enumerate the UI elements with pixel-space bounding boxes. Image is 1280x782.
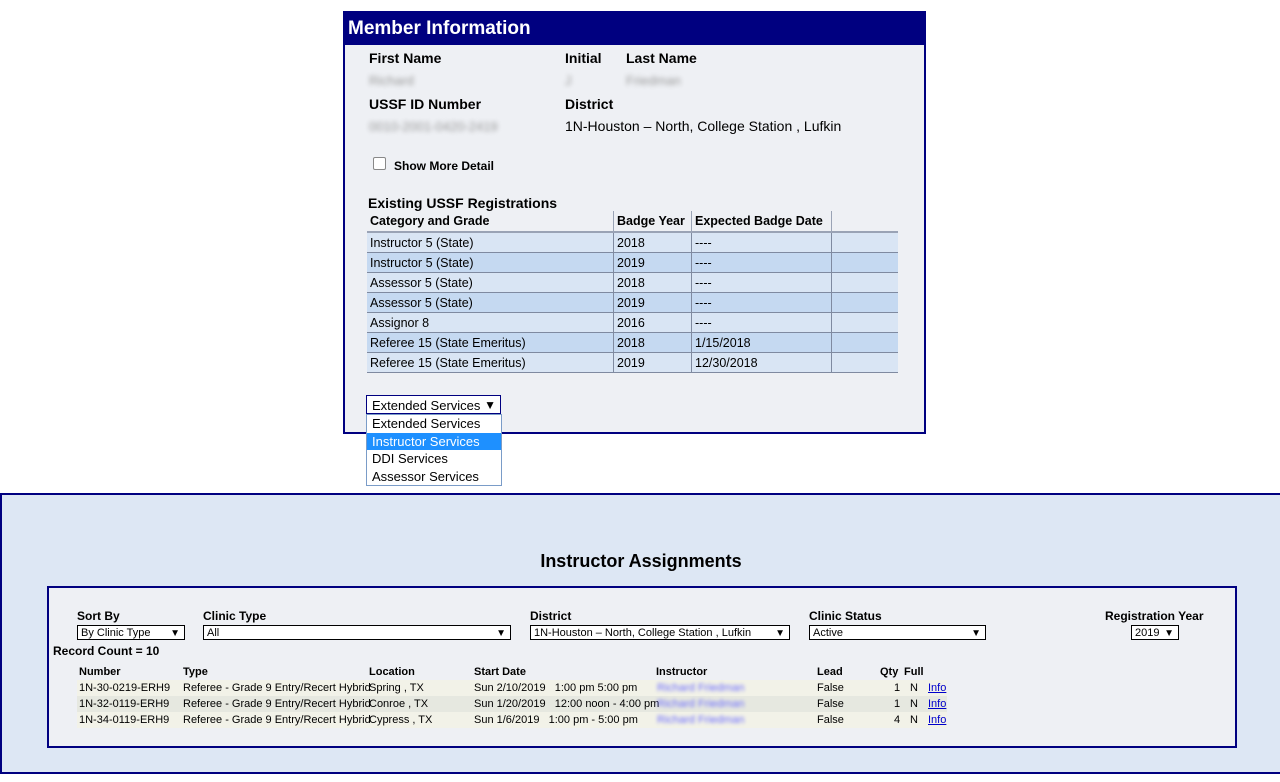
table-row (77, 712, 947, 728)
chevron-down-icon: ▼ (1164, 628, 1174, 639)
chevron-down-icon: ▼ (775, 628, 785, 639)
cell-badge-year: 2019 (614, 253, 692, 273)
cell-expected-date: ---- (692, 273, 832, 293)
instructor-assignments-section (0, 493, 1280, 774)
services-option-extended[interactable]: Extended Services (372, 416, 481, 431)
col-type: Type (183, 666, 208, 678)
cell-type: Referee - Grade 9 Entry/Recert Hybrid (183, 714, 371, 726)
cell-location: Cypress , TX (369, 714, 433, 726)
clinic-status-label: Clinic Status (809, 609, 882, 623)
cell-empty (832, 333, 899, 353)
initial-value: J (565, 73, 572, 88)
cell-category: Assessor 5 (State) (367, 273, 614, 293)
col-empty (832, 211, 899, 232)
district-value: 1N-Houston – North, College Station , Lufkin (565, 118, 842, 134)
assignments-panel (47, 586, 1237, 748)
clinic-type-select[interactable] (203, 625, 511, 640)
cell-badge-year: 2019 (614, 293, 692, 313)
cell-lead: False (817, 682, 844, 694)
cell-start-date: Sun 1/6/2019 1:00 pm - 5:00 pm (474, 714, 638, 726)
clinic-status-value: Active (813, 627, 843, 639)
clinic-type-label: Clinic Type (203, 609, 267, 623)
info-link[interactable]: Info (928, 714, 947, 726)
show-more-detail[interactable] (373, 159, 494, 173)
cell-expected-date: ---- (692, 293, 832, 313)
cell-lead: False (817, 698, 844, 710)
sort-by-label: Sort By (77, 609, 120, 623)
col-lead: Lead (817, 666, 843, 678)
ussf-id-value: 0010-2001-0420-2419 (369, 119, 498, 134)
cell-expected-date: 12/30/2018 (692, 353, 832, 373)
cell-lead: False (817, 714, 844, 726)
sort-by-value: By Clinic Type (81, 627, 151, 639)
cell-instructor-link[interactable]: Richard Friedman (657, 682, 745, 694)
cell-empty (832, 253, 899, 273)
sort-by-select[interactable] (77, 625, 185, 640)
cell-qty: 4 (894, 714, 901, 726)
district-select[interactable] (530, 625, 790, 640)
cell-type: Referee - Grade 9 Entry/Recert Hybrid (183, 698, 371, 710)
last-name-value: Friedman (626, 73, 681, 88)
cell-type: Referee - Grade 9 Entry/Recert Hybrid (183, 682, 371, 694)
col-full: Full (904, 666, 924, 678)
table-row (77, 680, 947, 696)
table-row (77, 696, 947, 712)
district-filter-value: 1N-Houston – North, College Station , Lufkin (534, 627, 752, 639)
info-link[interactable]: Info (928, 698, 947, 710)
table-row (367, 333, 898, 353)
member-information-panel (343, 11, 926, 434)
col-instructor: Instructor (656, 666, 708, 678)
cell-empty (832, 353, 899, 373)
clinic-type-value: All (207, 627, 220, 639)
last-name-label: Last Name (626, 50, 697, 66)
services-dropdown-list[interactable] (366, 414, 502, 486)
registrations-table (367, 211, 898, 373)
col-location: Location (369, 666, 415, 678)
services-select[interactable] (366, 395, 501, 414)
services-select-value: Extended Services (372, 398, 481, 413)
first-name-value: Richard (369, 73, 414, 88)
initial-label: Initial (565, 50, 602, 66)
col-number: Number (79, 666, 121, 678)
chevron-down-icon: ▼ (971, 628, 981, 639)
first-name-label: First Name (369, 50, 442, 66)
instructor-assignments-title: Instructor Assignments (540, 551, 742, 571)
cell-badge-year: 2018 (614, 232, 692, 253)
table-row (367, 232, 898, 253)
member-information-header: Member Information (345, 13, 924, 45)
cell-location: Spring , TX (369, 682, 424, 694)
cell-empty (832, 232, 899, 253)
cell-badge-year: 2018 (614, 273, 692, 293)
registrations-title: Existing USSF Registrations (368, 195, 558, 211)
info-link[interactable]: Info (928, 682, 947, 694)
cell-category: Instructor 5 (State) (367, 253, 614, 273)
table-row (367, 253, 898, 273)
chevron-down-icon: ▼ (484, 398, 496, 412)
cell-empty (832, 293, 899, 313)
cell-full: N (910, 714, 918, 726)
chevron-down-icon: ▼ (496, 628, 506, 639)
services-option-instructor[interactable]: Instructor Services (367, 433, 501, 451)
col-expected-date: Expected Badge Date (692, 211, 832, 232)
cell-empty (832, 273, 899, 293)
clinic-status-select[interactable] (809, 625, 986, 640)
cell-expected-date: ---- (692, 232, 832, 253)
registration-year-label: Registration Year (1105, 609, 1204, 623)
cell-badge-year: 2018 (614, 333, 692, 353)
col-badge-year: Badge Year (614, 211, 692, 232)
show-more-detail-checkbox[interactable] (373, 157, 386, 170)
cell-location: Conroe , TX (369, 698, 429, 710)
cell-expected-date: ---- (692, 313, 832, 333)
cell-expected-date: ---- (692, 253, 832, 273)
cell-expected-date: 1/15/2018 (692, 333, 832, 353)
cell-instructor-link[interactable]: Richard Friedman (657, 714, 745, 726)
cell-number: 1N-32-0119-ERH9 (79, 698, 170, 710)
cell-instructor-link[interactable]: Richard Friedman (657, 698, 745, 710)
cell-start-date: Sun 1/20/2019 12:00 noon - 4:00 pm (474, 698, 660, 710)
cell-qty: 1 (894, 682, 901, 694)
cell-empty (832, 313, 899, 333)
col-category: Category and Grade (367, 211, 614, 232)
cell-badge-year: 2019 (614, 353, 692, 373)
cell-badge-year: 2016 (614, 313, 692, 333)
cell-number: 1N-30-0219-ERH9 (79, 682, 171, 694)
district-filter-label: District (530, 609, 572, 623)
district-label: District (565, 96, 614, 112)
cell-category: Assignor 8 (367, 313, 614, 333)
show-more-detail-label: Show More Detail (394, 159, 495, 173)
ussf-id-label: USSF ID Number (369, 96, 482, 112)
cell-start-date: Sun 2/10/2019 1:00 pm 5:00 pm (474, 682, 638, 694)
registration-year-select[interactable] (1131, 625, 1179, 640)
col-start-date: Start Date (474, 666, 526, 678)
table-row (367, 353, 898, 373)
services-option-ddi[interactable]: DDI Services (372, 451, 448, 466)
cell-category: Assessor 5 (State) (367, 293, 614, 313)
table-row (367, 313, 898, 333)
cell-full: N (910, 698, 918, 710)
cell-category: Instructor 5 (State) (367, 232, 614, 253)
col-qty: Qty (880, 666, 899, 678)
cell-category: Referee 15 (State Emeritus) (367, 333, 614, 353)
cell-number: 1N-34-0119-ERH9 (79, 714, 170, 726)
cell-qty: 1 (894, 698, 901, 710)
registration-year-value: 2019 (1135, 627, 1160, 639)
cell-category: Referee 15 (State Emeritus) (367, 353, 614, 373)
services-option-assessor[interactable]: Assessor Services (372, 468, 479, 484)
table-row (367, 273, 898, 293)
table-row (367, 293, 898, 313)
cell-full: N (910, 682, 918, 694)
record-count: Record Count = 10 (53, 644, 160, 658)
chevron-down-icon: ▼ (170, 628, 180, 639)
